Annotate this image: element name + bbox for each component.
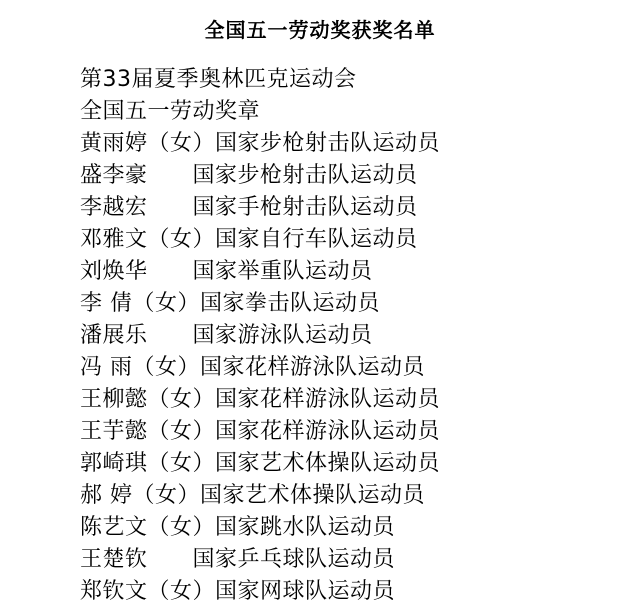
- list-item: 全国五一劳动奖章: [80, 99, 261, 124]
- list-item: 陈艺文（女）国家跳水队运动员: [80, 515, 396, 540]
- list-item: 李 倩（女）国家拳击队运动员: [80, 291, 380, 316]
- award-list: [0, 64, 640, 608]
- list-item: 刘焕华 国家举重队运动员: [80, 259, 373, 284]
- list-item: 黄雨婷（女）国家步枪射击队运动员: [80, 131, 441, 156]
- list-item: 潘展乐 国家游泳队运动员: [80, 323, 373, 348]
- list-item: 邓雅文（女）国家自行车队运动员: [80, 227, 418, 252]
- list-item: 王芋懿（女）国家花样游泳队运动员: [80, 419, 441, 444]
- list-item: 第33届夏季奥林匹克运动会: [80, 67, 357, 92]
- list-item: 王柳懿（女）国家花样游泳队运动员: [80, 387, 441, 412]
- list-item: 王楚钦 国家乒乓球队运动员: [80, 547, 396, 572]
- list-item: 郑钦文（女）国家网球队运动员: [80, 579, 396, 604]
- list-item: 冯 雨（女）国家花样游泳队运动员: [80, 355, 425, 380]
- page-title: 全国五一劳动奖获奖名单: [204, 18, 436, 42]
- list-item: 盛李豪 国家步枪射击队运动员: [80, 163, 418, 188]
- list-item: 李越宏 国家手枪射击队运动员: [80, 195, 418, 220]
- list-item: 郭崎琪（女）国家艺术体操队运动员: [80, 451, 441, 476]
- list-item: 郝 婷（女）国家艺术体操队运动员: [80, 483, 425, 508]
